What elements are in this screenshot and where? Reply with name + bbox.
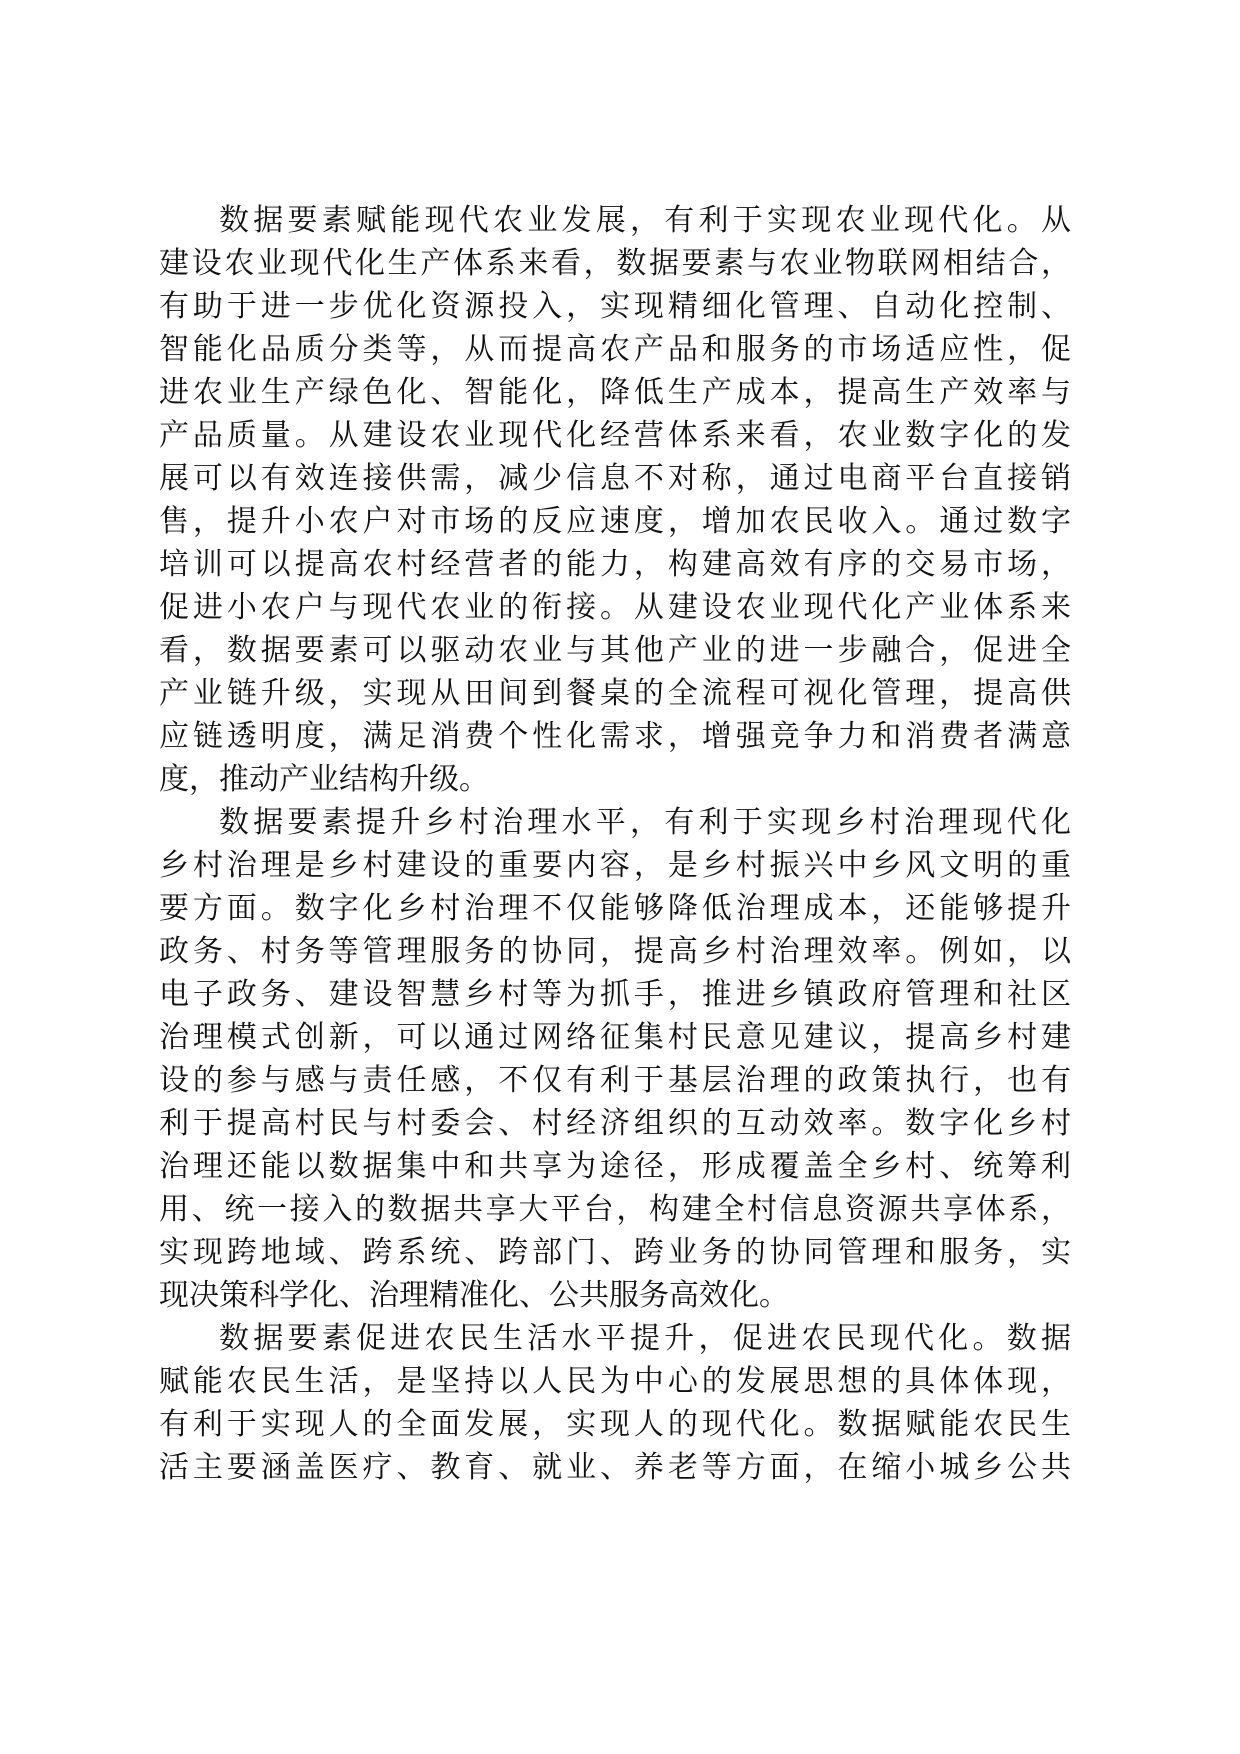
paragraph-line: 数据要素促进农民生活水平提升，促进农民现代化。数据 bbox=[219, 1321, 1071, 1356]
paragraph-line: 要方面。数字化乡村治理不仅能够降低治理成本，还能够提升 bbox=[159, 891, 1071, 926]
paragraph-agriculture bbox=[159, 199, 1071, 801]
paragraph-line: 现决策科学化、治理精准化、公共服务高效化。 bbox=[159, 1278, 789, 1313]
paragraph-line: 有利于实现人的全面发展，实现人的现代化。数据赋能农民生 bbox=[159, 1407, 1071, 1442]
paragraph-line: 看，数据要素可以驱动农业与其他产业的进一步融合，促进全 bbox=[159, 633, 1071, 668]
paragraph-line: 治理模式创新，可以通过网络征集村民意见建议，提高乡村建 bbox=[159, 1020, 1071, 1055]
paragraph-line: 培训可以提高农村经营者的能力，构建高效有序的交易市场， bbox=[159, 547, 1071, 582]
document-body bbox=[159, 199, 1071, 1489]
paragraph-line: 利于提高村民与村委会、村经济组织的互动效率。数字化乡村 bbox=[159, 1106, 1071, 1141]
paragraph-line: 政务、村务等管理服务的协同，提高乡村治理效率。例如，以 bbox=[159, 934, 1071, 969]
paragraph-line: 治理还能以数据集中和共享为途径，形成覆盖全乡村、统筹利 bbox=[159, 1149, 1071, 1184]
paragraph-line: 促进小农户与现代农业的衔接。从建设农业现代化产业体系来 bbox=[159, 590, 1071, 625]
paragraph-line: 进农业生产绿色化、智能化，降低生产成本，提高生产效率与 bbox=[159, 375, 1071, 410]
paragraph-rural-governance bbox=[159, 801, 1071, 1317]
paragraph-line: 实现跨地域、跨系统、跨部门、跨业务的协同管理和服务，实 bbox=[159, 1235, 1071, 1270]
paragraph-line: 赋能农民生活，是坚持以人民为中心的发展思想的具体体现， bbox=[159, 1364, 1071, 1399]
paragraph-line: 智能化品质分类等，从而提高农产品和服务的市场适应性，促 bbox=[159, 332, 1071, 367]
paragraph-line: 用、统一接入的数据共享大平台，构建全村信息资源共享体系， bbox=[159, 1192, 1071, 1227]
paragraph-line: 数据要素赋能现代农业发展，有利于实现农业现代化。从 bbox=[219, 203, 1071, 238]
paragraph-line: 售，提升小农户对市场的反应速度，增加农民收入。通过数字 bbox=[159, 504, 1071, 539]
paragraph-line: 有助于进一步优化资源投入，实现精细化管理、自动化控制、 bbox=[159, 289, 1071, 324]
paragraph-line: 活主要涵盖医疗、教育、就业、养老等方面，在缩小城乡公共 bbox=[159, 1450, 1071, 1485]
paragraph-line: 产业链升级，实现从田间到餐桌的全流程可视化管理，提高供 bbox=[159, 676, 1071, 711]
paragraph-line: 展可以有效连接供需，减少信息不对称，通过电商平台直接销 bbox=[159, 461, 1071, 496]
paragraph-line: 电子政务、建设智慧乡村等为抓手，推进乡镇政府管理和社区 bbox=[159, 977, 1071, 1012]
paragraph-line: 度，推动产业结构升级。 bbox=[159, 762, 489, 797]
paragraph-farmer-life bbox=[159, 1317, 1071, 1489]
paragraph-line: 乡村治理是乡村建设的重要内容，是乡村振兴中乡风文明的重 bbox=[159, 848, 1071, 883]
paragraph-line: 数据要素提升乡村治理水平，有利于实现乡村治理现代化 bbox=[219, 805, 1071, 840]
paragraph-line: 建设农业现代化生产体系来看，数据要素与农业物联网相结合， bbox=[159, 246, 1071, 281]
paragraph-line: 设的参与感与责任感，不仅有利于基层治理的政策执行，也有 bbox=[159, 1063, 1071, 1098]
paragraph-line: 产品质量。从建设农业现代化经营体系来看，农业数字化的发 bbox=[159, 418, 1071, 453]
paragraph-line: 应链透明度，满足消费个性化需求，增强竞争力和消费者满意 bbox=[159, 719, 1071, 754]
